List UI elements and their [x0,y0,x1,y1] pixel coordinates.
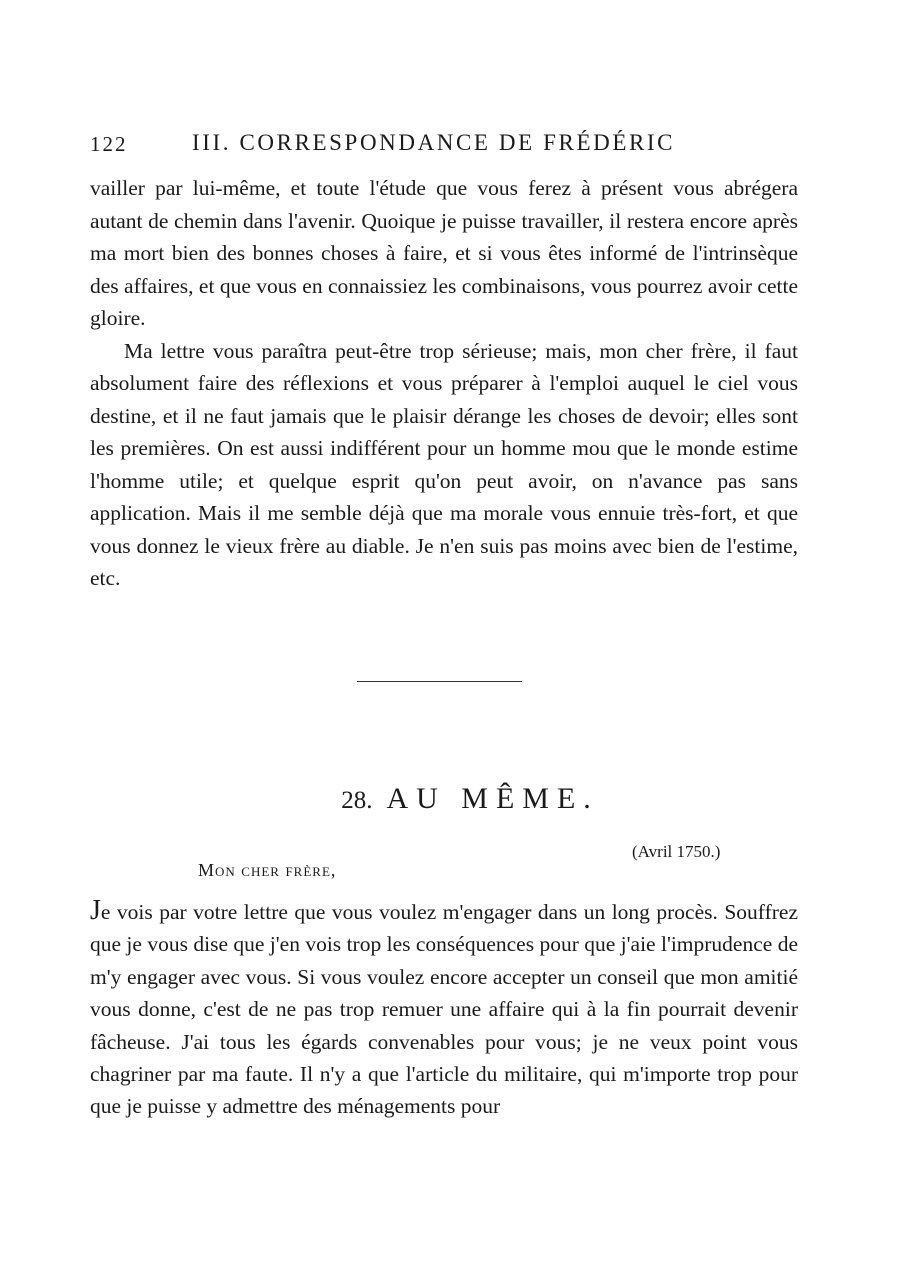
paragraph: Ma lettre vous paraîtra peut-être trop sérieuse; mais, mon cher frère, il faut absolument faire des réflexions et vous préparer à l'emploi auquel le ciel vous destine, et il ne faut jamais que le plaisir dérange les choses de devoir; elles sont les premières. On est aussi indifférent pour un homme mou que le monde estime l'homme utile; et quelque esprit qu'on peut avoir, on n'avance pas sans application. Mais il me semble déjà que ma morale vous ennuie très-fort, et que vous donnez le vieux frère au diable. Je n'en suis pas moins avec bien de l'estime, etc. [90,338,798,590]
letter-title: AU MÊME. [386,782,599,815]
page-number: 122 [90,132,128,156]
letter-heading [0,782,900,816]
letter-body [90,895,798,1123]
paragraph [90,895,798,1123]
salutation: Mon cher frère, [198,860,337,880]
page-header [90,130,800,160]
previous-letter-text [90,172,798,595]
drop-initial: J [90,895,101,926]
letter-body-text: e vois par votre lettre que vous voulez m'engager dans un long procès. Souffrez que je vous dise que j'en vois trop les conséquences pour que j'aie l'imprudence de m'y engager avec vous. Si vous voulez encore accepter un conseil que mon amitié vous donne, c'est de ne pas trop remuer une affaire qui à la fin pourrait devenir fâcheuse. J'ai tous les égards convenables pour vous; je ne veux point vous chagriner par ma faute. Il n'y a que l'article du militaire, qui m'importe trop pour que je puisse y admettre des ménagements pour [90,900,798,1119]
running-title: III. CORRESPONDANCE DE FRÉDÉRIC [192,130,676,155]
section-divider [357,681,522,682]
paragraph: vailler par lui-même, et toute l'étude que vous ferez à présent vous abrégera autant de chemin dans l'avenir. Quoique je puisse travailler, il restera encore après ma mort bien des bonnes choses à faire, et si vous êtes informé de l'intrinsèque des affaires, et que vous en connaissiez les combinaisons, vous pourrez avoir cette gloire. [90,176,798,330]
letter-date: (Avril 1750.) [632,842,721,861]
letter-number: 28. [341,787,373,814]
